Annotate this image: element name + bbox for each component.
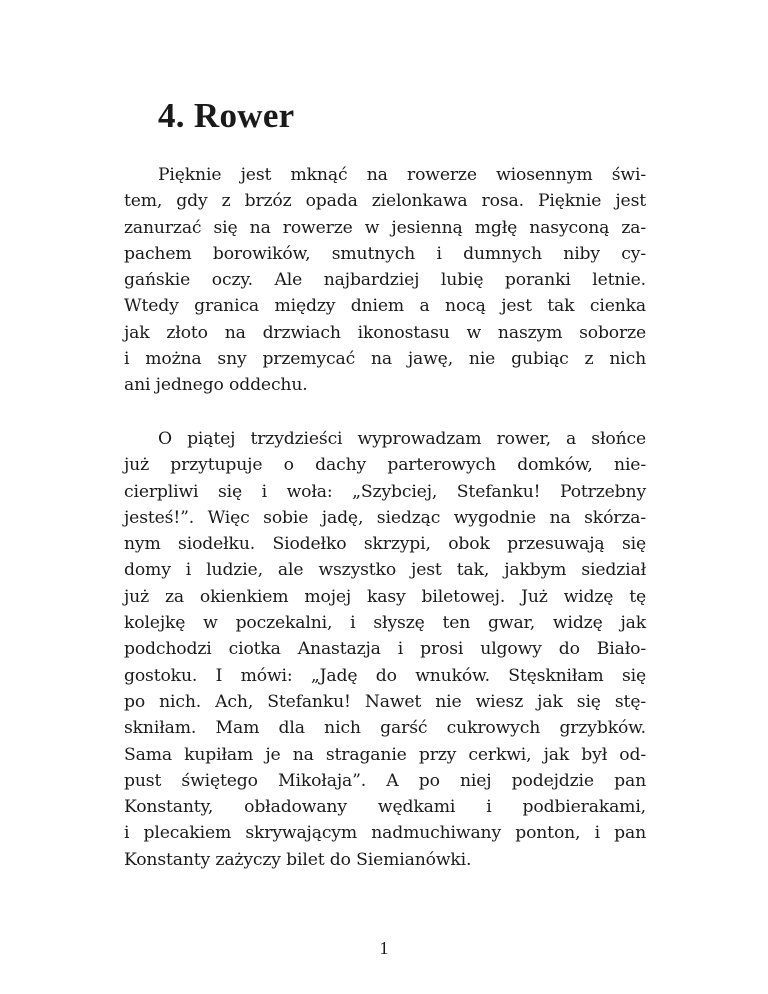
- text-line: po nich. Ach, Stefanku! Nawet nie wiesz jak się stę-: [124, 691, 646, 712]
- page-number: 1: [379, 938, 389, 958]
- text-line: już za okienkiem mojej kasy biletowej. Już widzę tę: [124, 586, 646, 607]
- paragraph-1: [124, 162, 646, 399]
- text-line: podchodzi ciotka Anastazja i prosi ulgowy do Biało-: [124, 639, 646, 660]
- text-line: Pięknie jest mknąć na rowerze wiosennym świ-: [158, 165, 646, 185]
- text-line: zanurzać się na rowerze w jesienną mgłę nasyconą za-: [124, 217, 646, 238]
- text-line: skniłam. Mam dla nich garść cukrowych grzybków.: [124, 718, 646, 739]
- paragraph-text: [124, 162, 646, 399]
- text-line: cierpliwi się i woła: „Szybciej, Stefanku! Potrzebny: [124, 481, 646, 502]
- text-line: i plecakiem skrywającym nadmuchiwany ponton, i pan: [124, 823, 646, 844]
- text-line: kolejkę w poczekalni, i słyszę ten gwar, widzę jak: [124, 613, 646, 634]
- text-line: jak złoto na drzwiach ikonostasu w naszym soborze: [124, 322, 646, 343]
- text-line: Konstanty, obładowany wędkami i podbierakami,: [124, 797, 646, 818]
- text-line: gostoku. I mówi: „Jadę do wnuków. Stęskniłam się: [124, 665, 646, 686]
- text-line: domy i ludzie, ale wszystko jest tak, jakbym siedział: [124, 560, 646, 581]
- chapter-title: 4. Rower: [158, 96, 295, 135]
- text-line: już przytupuje o dachy parterowych domków, nie-: [124, 455, 646, 476]
- text-line: pust świętego Mikołaja”. A po niej podejdzie pan: [124, 770, 646, 791]
- paragraph-text: [124, 426, 646, 873]
- text-line: O piątej trzydzieści wyprowadzam rower, a słońce: [158, 429, 646, 449]
- text-line: Konstanty zażyczy bilet do Siemianówki.: [124, 849, 472, 870]
- text-line: nym siodełku. Siodełko skrzypi, obok przesuwają się: [124, 534, 646, 555]
- text-line: Sama kupiłam je na straganie przy cerkwi, jak był od-: [124, 744, 646, 765]
- text-line: tem, gdy z brzóz opada zielonkawa rosa. Pięknie jest: [124, 191, 646, 212]
- text-line: i można sny przemycać na jawę, nie gubiąc z nich: [124, 349, 646, 370]
- text-line: pachem borowików, smutnych i dumnych niby cy-: [124, 243, 646, 264]
- text-line: ani jednego oddechu.: [124, 375, 308, 396]
- paragraph-2: [124, 426, 646, 873]
- text-line: Wtedy granica między dniem a nocą jest tak cienka: [124, 296, 646, 317]
- text-line: gańskie oczy. Ale najbardziej lubię poranki letnie.: [124, 270, 646, 291]
- text-line: jesteś!”. Więc sobie jadę, siedząc wygodnie na skórza-: [124, 507, 646, 528]
